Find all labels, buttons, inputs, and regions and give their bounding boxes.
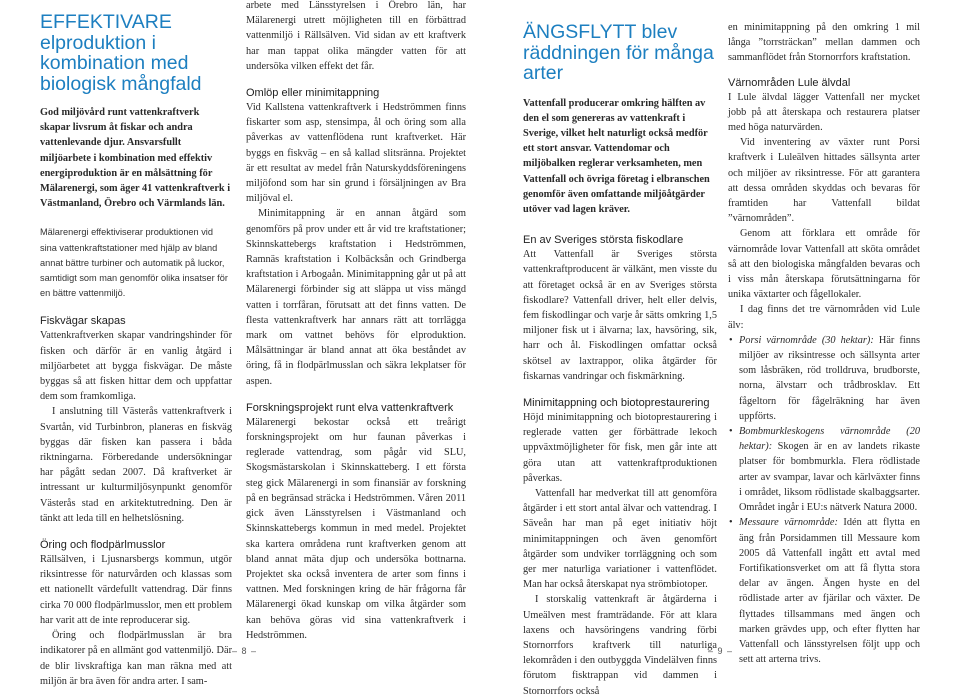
varnomrade-list	[728, 333, 920, 667]
body-paragraph: Minimitappning är en annan åtgärd som genomförs på prov under ett år vid tre kraftstationer; Skinnskattebergs kraftstation i Hedströmmen, Ramnäs kraftstation i Kolbäcksån och Grindberga kraftstation i Arbogaån. Minimitappning går ut på att Mälarenergi förbinder sig att släppa ut viss mängd vatten i torrfåran, förutsatt att det finns vatten. De flesta vattenkraftverk har annars rätt att torrlägga mark om vattnet behövs för elproduktion. Målsättningar är bland annat att öka beståndet av öring, få in flodpärlmusslan och säkra lekplatser för aspen.	[246, 208, 466, 387]
body-paragraph: en minimitappning på den omkring 1 mil långa ”torrsträckan” mellan dammen och sammanflödet från Stornorrfors kraftstation.	[728, 22, 920, 64]
intro-paragraph-left: Mälarenergi effektiviserar produktionen vid sina vattenkraftstationer med hjälp av bland annat bättre turbiner och automatik på luckor, samtidigt som man genomför olika insatser för en bättre vattenmiljö.	[40, 227, 228, 299]
body-paragraph: Vattenfall har medverkat till att genomföra åtgärder i ett stort antal älvar och vattendrag. I Säveån har man på eget initiativ höjt minimitappningen och även genomfört åtgärder som undviker torrläggning och som ger mer naturliga variationer i vattenflödet. Man har också återskapat nya strömbiotoper.	[523, 487, 717, 591]
bullet-icon: •	[729, 426, 733, 438]
body-paragraph: Vid inventering av växter runt Porsi kraftverk i Luleälven hittades sällsynta arter och miljöer av riksintresse. För att garantera att dessa områden skyddas och bevaras för framtiden har Vattenfall bildat ”värnområden”.	[728, 137, 920, 225]
list-term: Messaure värnområde:	[739, 517, 838, 529]
subheading-varnomraden: Värnområden Lule älvdal	[728, 76, 851, 89]
article-title-right: ÄNGSFLYTT blev räddningen för många arter	[523, 21, 714, 84]
column-3	[523, 0, 717, 699]
body-paragraph: I storskalig vattenkraft är åtgärderna i Umeälven mest framträdande. För att klara laxens och havsöringens vandring förbi Stornorrfors kraftverk till naturliga lekområden i den outbyggda Vindelälven finns förutom fisktrappan vid dammen i Stornorrfors också	[523, 594, 717, 697]
bullet-icon: •	[729, 334, 733, 346]
lead-paragraph-right: Vattenfall producerar omkring hälften av den el som genereras av vattenkraft i Sverige, vilket helt naturligt också medför ett stort ansvar. Vattendomar och miljöbalken reglerar verksamheten, men Vattenfall och övriga företag i elbranschen genomför även omfattande miljöåtgärder utöver vad lagen kräver.	[523, 97, 710, 215]
list-term: Bombmurkleskogens värnområde (20 hektar):	[739, 426, 920, 453]
body-paragraph: Öring och flodpärlmusslan är bra indikatorer på en allmänt god vattenmiljö. Där de blir livskraftiga kan man räkna med att miljön är bra även för andra arter. I sam-	[40, 630, 232, 687]
lead-paragraph-left: God miljövård runt vattenkraftverk skapar livsrum åt fiskar och andra vattenlevande djur. Ansvarsfullt miljöarbete i kombination med effektiv energiproduktion är en målsättning för Mälarenergi, som äger 41 vattenkraftverk i Västmanland, Örebro och Värmlands län.	[40, 107, 231, 210]
subheading-omlop: Omlöp eller minimitappning	[246, 87, 380, 100]
subheading-biotop: Minimitappning och biotoprestaurering	[523, 396, 710, 409]
list-text: Här finns miljöer av riksintresse och sällsynta arter som låsbräken, röd trolldruva, brudborste, norna, älvstarr och trådbrosklav. Ett fågeltorn för fågelräkning har även uppförts.	[739, 334, 920, 422]
body-paragraph: Vid Kallstena vattenkraftverk i Hedströmmen finns fiskarter som asp, stensimpa, ål och öring som alla påverkas av vattenflödena runt kraftverket. Här byggs en fiskväg – en så kallad slitsränna. Projektet är ett resultat av medel från Naturskyddsföreningens miljöfond som har sin grund i försäljningen av Bra miljöval el.	[246, 102, 466, 205]
subheading-fiskodlare: En av Sveriges största fiskodlare	[523, 234, 684, 247]
list-term: Porsi värnområde (30 hektar):	[739, 334, 874, 346]
column-4	[728, 20, 920, 667]
body-paragraph: I dag finns det tre värnområden vid Lule älv:	[728, 304, 920, 331]
column-1	[40, 0, 232, 689]
subheading-forskning: Forskningsprojekt runt elva vattenkraftverk	[246, 401, 454, 414]
body-paragraph: Genom att förklara ett område för värnområde lovar Vattenfall att sköta området så att den biologiska mångfalden bevaras och i viss mån återskapa förutsättningarna för unika växtarter och fågellokaler.	[728, 228, 920, 301]
body-paragraph: I anslutning till Västerås vattenkraftverk i Svartån, vid Turbinbron, planeras en fiskväg byggas där fisken kan passera i båda riktningarna. Förberedande undersökningar har pågått sedan 2007. Då kraftverket är intressant ur kulturmiljösynpunkt genomför Västerås stad en arkitektutredning. Den är tänkt att leda till en helhetslösning.	[40, 406, 232, 524]
body-paragraph: Höjd minimitappning och biotoprestaurering i reglerade vatten ger förbättrade lekoch uppväxtmöjligheter för fisk, men går inte att göra utan att vattenkraftproduktionen påverkas.	[523, 411, 717, 484]
body-paragraph: Rällsälven, i Ljusnarsbergs kommun, utgör riksintresse för naturvården och klassas som ett nationellt värdefullt vattendrag. Där finns cirka 70 000 flodpärlmusslor, men ett problem har varit att de inte reproducerar sig.	[40, 554, 232, 626]
body-paragraph: Vattenkraftverken skapar vandringshinder för fisken och därför är en vanlig åtgärd i miljöarbetet att bygga fiskvägar. De måste byggas så att fisken hittar dem och uppfattar dem som framkomliga.	[40, 330, 232, 403]
body-paragraph: I Lule älvdal lägger Vattenfall ner mycket jobb på att återskapa och restaurera platser med höga naturvärden.	[728, 91, 920, 134]
list-text: Idén att flytta en äng från Porsidammen till Messaure kom 2005 då Vattenfall ingått ett avtal med Fortifikationsverket om att få flytta stora delar av ängen. Ängen hyste en del rödlistade arter av fjärilar och växter. De flyttades tillsammans med ängen och marken grävdes upp, och efter flytten har Vattenfall och länsstyrelsen följt upp och sett att arterna trivs.	[739, 517, 920, 666]
body-paragraph: Mälarenergi bekostar också ett treårigt forskningsprojekt om hur faunan påverkas i reglerade vattendrag, som pågår vid SLU, Skogsmästarskolan i Skinnskatteberg. I ett första steg gick Mälarenergi in som finansiär av forskning på en begränsad sträcka i Hedströmmen. Våren 2011 gick även Länsstyrelsen i Västmanland och Skinnskattebergs kommun in med medel. Projektet ska kartera områdena runt kraftverken genom att bland annat mäta djup och undersöka bottnarna. Projektet ska också inventera de arter som finns i vattnen. Med forskningen kring de här frågorna får Mälarenergi ökad kunskap om vilka åtgärder som kan behöva göras vid sina vattenkraftverk i Hedströmmen.	[246, 416, 466, 641]
column-2	[246, 0, 466, 643]
list-text: Skogen är en av landets rikaste platser för bombmurkla. Flera rödlistade arter av svampar, lavar och kärlväxter finns i området, liksom rödlistade skalbaggsarter. Området ingår i EU:s nätverk Natura 2000.	[739, 441, 920, 514]
list-item	[728, 424, 920, 515]
list-item	[728, 515, 920, 667]
article-title-left: EFFEKTIVARE elproduktion i kombination med biologisk mångfald	[40, 11, 202, 95]
subheading-oring: Öring och flodpärlmusslor	[40, 539, 166, 552]
page-number-left: – 8 –	[232, 646, 258, 656]
body-paragraph: arbete med Länsstyrelsen i Örebro län, har Mälarenergi utrett möjligheten till en förbättrad vattenmiljö i Rällsälven. Vid sidan av ett kraftverk har man tappat olika mängder vatten för att undersöka vilken effekt det får.	[246, 0, 466, 72]
page-number-right: – 9 –	[708, 646, 734, 656]
list-item	[728, 333, 920, 424]
body-paragraph: Att Vattenfall är Sveriges största vattenkraftproducent är välkänt, men visste du att företaget också är en av Sveriges största fiskodlare? Vattenfall driver, helt eller delvis, fem fiskodlingar och varje år sätts omkring 1,5 miljoner fisk ut i älvarna; lax, havsöring, sik, harr och ål. Fiskodlingen omfattar också skötsel av laxtrappor, olika åtgärder för fiskarnas vandringar och fiskmärkning.	[523, 249, 717, 382]
bullet-icon: •	[729, 517, 733, 529]
subheading-fiskvagar: Fiskvägar skapas	[40, 315, 126, 328]
